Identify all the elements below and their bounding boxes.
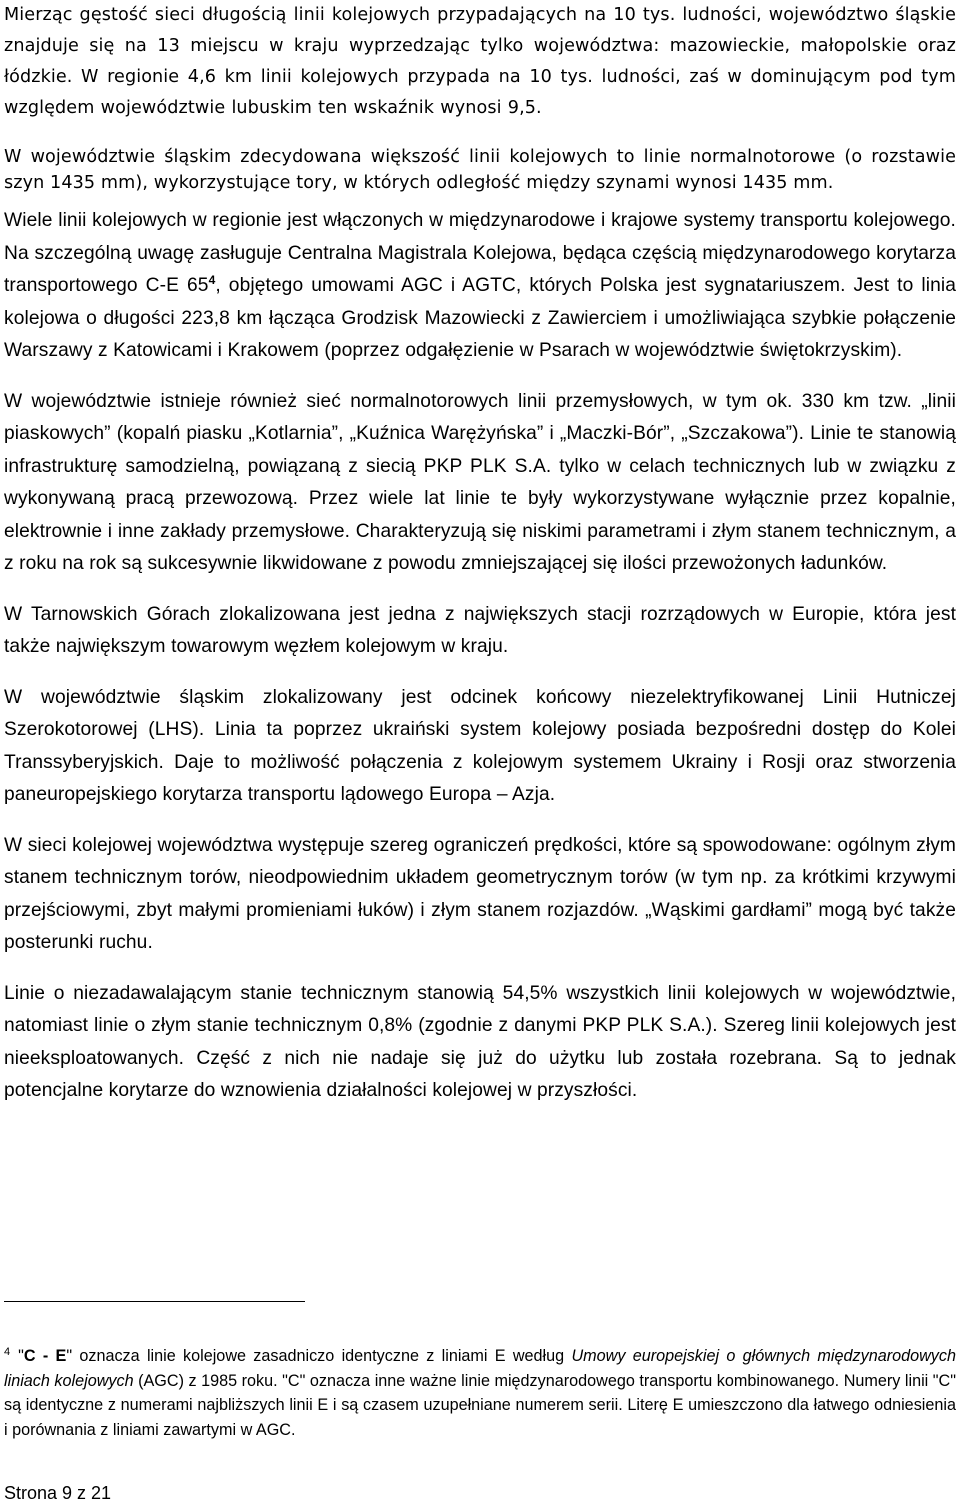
footnote-text: (AGC) z 1985 roku. "C" oznacza inne ważne linie międzynarodowego transportu kombinowanego. Numery linii "C" są identyczne z numerami najbliższych linii E i są czasem uzupełniane numerem serii. Literę E umieszczono dla łatwego odniesienia i porównania z liniami zawartymi w AGC. xyxy=(4,1371,956,1439)
footnote-mark: 4 xyxy=(4,1346,11,1358)
paragraph-international-corridors xyxy=(4,205,956,368)
footnote-separator xyxy=(4,1301,305,1302)
paragraph-network-density: Mierząc gęstość sieci długością linii kolejowych przypadających na 10 tys. ludności, województwo śląskie znajduje się na 13 miejscu w kraju wyprzedzając tylko województwa: mazowieckie, małopolskie oraz łódzkie. W regionie 4,6 km linii kolejowych przypada na 10 tys. ludności, zaś w dominującym pod tym względem województwie lubuskim ten wskaźnik wynosi 9,5. xyxy=(4,5,956,118)
footnote xyxy=(4,1340,956,1442)
footnote-reference[interactable]: 4 xyxy=(208,273,216,287)
footnote-agreement-title: Umowy europejskiej o głównych międzynarodowych liniach kolejowych xyxy=(4,1347,956,1390)
paragraph-text: , objętego umowami AGC i AGTC, których Polska jest sygnatariuszem. Jest to linia kolejowa o długości 223,8 km łącząca Grodzisk Mazowiecki z Zawierciem i umożliwiająca szybkie połączenie Warszawy z Katowicami i Krakowem (poprzez odgałęzienie w Psarach w województwie świętokrzyskim). xyxy=(4,275,956,361)
paragraph-text: Wiele linii kolejowych w regionie jest włączonych w międzynarodowe i krajowe systemy transportu kolejowego. Na szczególną uwagę zasługuje Centralna Magistrala Kolejowa, będąca częścią międzynarodowego korytarza transportowego C-E 65 xyxy=(4,210,956,296)
paragraph-tarnowskie-gory: W Tarnowskich Górach zlokalizowana jest jedna z największych stacji rozrządowych w Europie, która jest także największym towarowym węzłem kolejowym w kraju. xyxy=(4,603,956,657)
footnote-text: " oznacza linie kolejowe zasadniczo identyczne z liniami E według xyxy=(66,1347,572,1365)
footnote-text: " xyxy=(18,1347,24,1365)
paragraph-standard-gauge: W województwie śląskim zdecydowana większość linii kolejowych to linie normalnotorowe (o rozstawie szyn 1435 mm), wykorzystujące tory, w których odległość między szynami wynosi 1435 mm. xyxy=(4,147,956,193)
paragraph-technical-condition: Linie o niezadawalającym stanie technicznym stanowią 54,5% wszystkich linii kolejowych w województwie, natomiast linie o złym stanie technicznym 0,8% (zgodnie z danymi PKP PLK S.A.). Szereg linii kolejowych jest nieeksploatowanych. Część z nich nie nadaje się już do użytku lub została rozebrana. Są to jednak potencjalne korytarze do wznowienia działalności kolejowej w przyszłości. xyxy=(4,982,956,1101)
page-number: Strona 9 z 21 xyxy=(4,1483,112,1503)
document-body xyxy=(4,0,956,1108)
footnote-term: C - E xyxy=(23,1347,67,1365)
paragraph-speed-limits: W sieci kolejowej województwa występuje szereg ograniczeń prędkości, które są spowodowane: ogólnym złym stanem technicznym torów, nieodpowiednim układem geometrycznym torów (w tym np. za krótkimi krzywymi przejściowymi, zbyt małymi promieniami łuków) i złym stanem rozjazdów. „Wąskimi gardłami” mogą być także posterunki ruchu. xyxy=(4,834,956,953)
paragraph-industrial-lines: W województwie istnieje również sieć normalnotorowych linii przemysłowych, w tym ok. 330 km tzw. „linii piaskowych” (kopalń piasku „Kotlarnia”, „Kuźnica Warężyńska” i „Maczki-Bór”, „Szczakowa”). Linie te stanowią infrastrukturę samodzielną, powiązaną z siecią PKP PLK S.A. tylko w celach technicznych lub w związku z wykonywaną pracą przewozową. Przez wiele lat linie te były wykorzystywane wyłącznie przez kopalnie, elektrownie i inne zakłady przemysłowe. Charakteryzują się niskimi parametrami i złym stanem technicznym, a z roku na rok są sukcesywnie likwidowane z powodu zmniejszającej się ilości przewożonych ładunków. xyxy=(4,390,956,574)
paragraph-lhs-line: W województwie śląskim zlokalizowany jest odcinek końcowy niezelektryfikowanej Linii Hutniczej Szerokotorowej (LHS). Linia ta poprzez ukraiński system kolejowy posiada bezpośredni dostęp do Kolei Transsyberyjskich. Daje to możliwość połączenia z kolejowym systemem Ukrainy i Rosji oraz stworzenia paneuropejskiego korytarza transportu lądowego Europa – Azja. xyxy=(4,686,956,805)
